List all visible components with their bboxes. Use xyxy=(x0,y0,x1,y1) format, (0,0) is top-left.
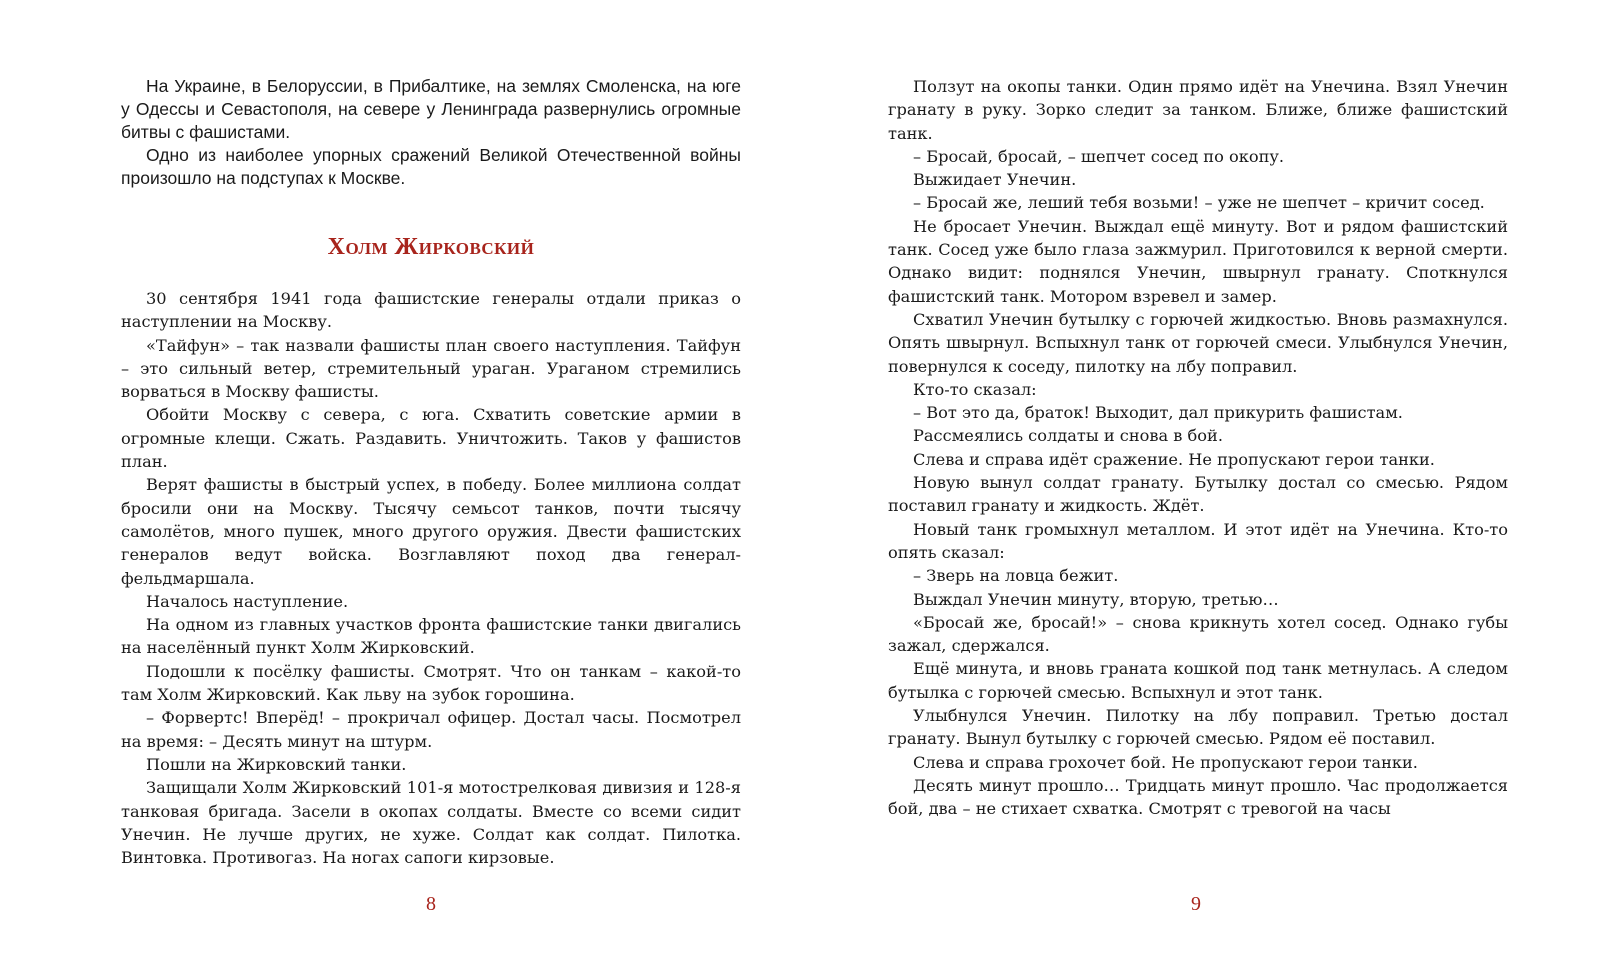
paragraph: Выждал Унечин минуту, вторую, третью… xyxy=(913,589,1279,609)
intro-paragraph: На Украине, в Белоруссии, в Прибалтике, на землях Смоленска, на юге у Одессы и Севастополя, на севере у Ленинграда развернулись огромные битвы с фашистами. xyxy=(121,76,741,142)
right-body-text xyxy=(888,75,1508,821)
intro-paragraph: Одно из наиболее упорных сражений Великой Отечественной войны произошло на подступах к Москве. xyxy=(121,145,741,188)
paragraph: Слева и справа идёт сражение. Не пропускают герои танки. xyxy=(913,449,1435,469)
paragraph: Подошли к посёлку фашисты. Смотрят. Что он танкам – какой-то там Холм Жирковский. Как льву на зубок горошина. xyxy=(121,661,741,705)
paragraph: – Бросай же, леший тебя возьми! – уже не шепчет – кричит сосед. xyxy=(913,193,1485,213)
paragraph: Не бросает Унечин. Выждал ещё минуту. Вот и рядом фашистский танк. Сосед уже было глаза зажмурил. Приготовился к верной смерти. Однако видит: поднялся Унечин, швырнул гранату. Споткнулся фашистский танк. Мотором взревел и замер. xyxy=(888,216,1508,306)
right-page xyxy=(888,75,1508,821)
paragraph: – Бросай, бросай, – шепчет сосед по окопу. xyxy=(913,146,1285,166)
left-body-text xyxy=(121,287,741,869)
paragraph: Слева и справа грохочет бой. Не пропускают герои танки. xyxy=(913,752,1418,772)
paragraph: Улыбнулся Унечин. Пилотку на лбу поправил. Третью достал гранату. Вынул бутылку с горючей смесью. Рядом её поставил. xyxy=(888,706,1508,749)
paragraph: Защищали Холм Жирковский 101-я мотострелковая дивизия и 128-я танковая бригада. Засели в окопах солдаты. Вместе со всеми сидит Унечин. Не лучше других, не хуже. Солдат как солдат. Пилотка. Винтовка. Противогаз. На ногах сапоги кирзовые. xyxy=(121,778,741,868)
paragraph: Десять минут прошло… Тридцать минут прошло. Час продолжается бой, два – не стихает схватка. Смотрят с тревогой на часы xyxy=(888,775,1508,819)
chapter-heading: Холм Жирковский xyxy=(327,234,535,260)
paragraph: – Вот это да, браток! Выходит, дал прикурить фашистам. xyxy=(913,403,1403,423)
paragraph: Рассмеялись солдаты и снова в бой. xyxy=(913,426,1223,446)
page-number-left: 8 xyxy=(426,893,436,915)
paragraph: Новую вынул солдат гранату. Бутылку достал со смесью. Рядом поставил гранату и жидкость. Ждёт. xyxy=(888,473,1508,516)
paragraph: Ползут на окопы танки. Один прямо идёт на Унечина. Взял Унечин гранату в руку. Зорко следит за танком. Ближе, ближе фашистский танк. xyxy=(888,77,1508,143)
left-page xyxy=(121,75,741,869)
paragraph: Верят фашисты в быстрый успех, в победу. Более миллиона солдат бросили они на Москву. Тысячу семьсот танков, почти тысячу самолётов, много пушек, много другого оружия. Двести фашистских генералов ведут войска. Возглавляют поход два генерал-фельдмаршала. xyxy=(121,475,741,588)
paragraph: «Бросай же, бросай!» – снова крикнуть хотел сосед. Однако губы зажал, сдержался. xyxy=(888,612,1508,656)
paragraph: – Форвертс! Вперёд! – прокричал офицер. Достал часы. Посмотрел на время: – Десять минут на штурм. xyxy=(121,708,741,751)
paragraph: Началось наступление. xyxy=(146,591,349,611)
paragraph: На одном из главных участков фронта фашистские танки двигались на населённый пункт Холм Жирковский. xyxy=(121,615,741,658)
paragraph: Схватил Унечин бутылку с горючей жидкостью. Вновь размахнулся. Опять швырнул. Вспыхнул танк от горючей смеси. Улыбнулся Унечин, повернулся к соседу, пилотку на лбу поправил. xyxy=(888,309,1508,376)
paragraph: Кто-то сказал: xyxy=(913,379,1037,399)
intro-section xyxy=(121,75,741,190)
paragraph: Ещё минута, и вновь граната кошкой под танк метнулась. А следом бутылка с горючей смесью. Вспыхнул и этот танк. xyxy=(888,659,1508,702)
paragraph: Обойти Москву с севера, с юга. Схватить советские армии в огромные клещи. Сжать. Раздавить. Уничтожить. Таков у фашистов план. xyxy=(121,405,741,472)
paragraph: Пошли на Жирковский танки. xyxy=(146,754,407,774)
paragraph: 30 сентября 1941 года фашистские генералы отдали приказ о наступлении на Москву. xyxy=(121,289,741,332)
paragraph: Новый танк громыхнул металлом. И этот идёт на Унечина. Кто-то опять сказал: xyxy=(888,519,1508,562)
page-number-right: 9 xyxy=(1191,893,1201,915)
paragraph: «Тайфун» – так назвали фашисты план своего наступления. Тайфун – это сильный ветер, стремительный ураган. Ураганом стремились ворваться в Москву фашисты. xyxy=(121,335,741,402)
paragraph: – Зверь на ловца бежит. xyxy=(913,566,1119,586)
paragraph: Выжидает Унечин. xyxy=(913,170,1077,190)
